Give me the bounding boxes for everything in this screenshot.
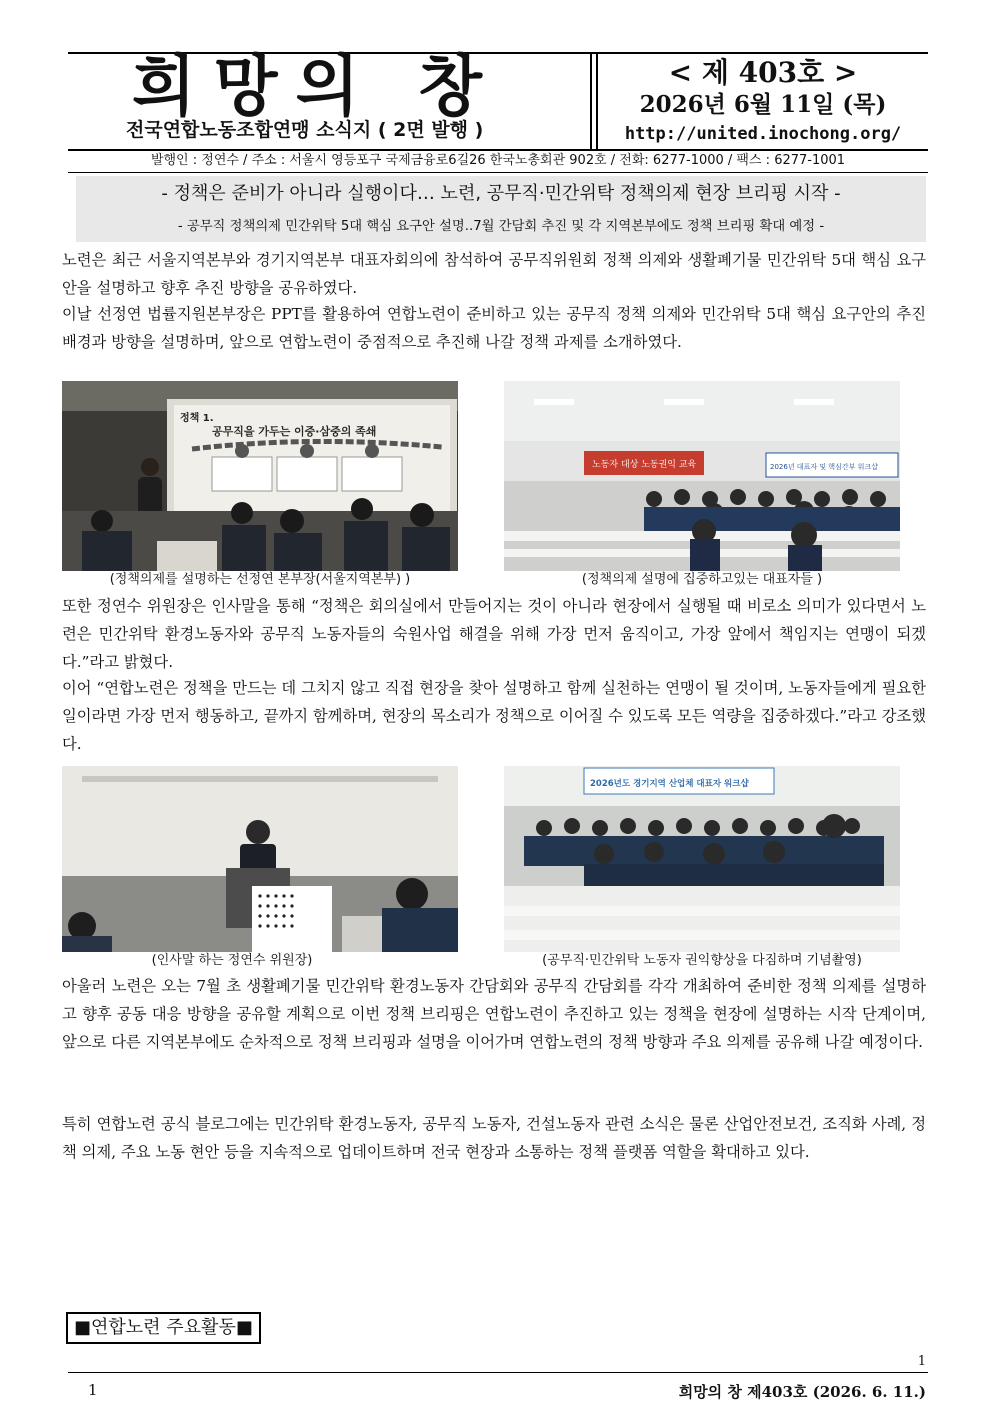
photo-speaker-caption: (인사말 하는 정연수 위원장) bbox=[151, 953, 313, 968]
photo-audience bbox=[504, 381, 900, 571]
slide-title: 공무직을 가두는 이중·삼중의 족쇄 bbox=[212, 425, 377, 438]
publisher-info: 발행인 : 정연수 / 주소 : 서울시 영등포구 국제금융로6길26 한국노총회관 902호 / 전화: 6277-1000 / 팩스 : 6277-1001 bbox=[68, 150, 928, 173]
banner-left: 노동자 대상 노동권익 교육 bbox=[592, 460, 697, 470]
article-headline: - 정책은 준비가 아니라 실행이다… 노련, 공무직·민간위탁 정책의제 현장 브리핑 시작 - bbox=[161, 183, 841, 204]
paragraph-4: 이어 “연합노련은 정책을 만드는 데 그치지 않고 직접 현장을 찾아 설명하고 함께 실천하는 연맹이 될 것이며, 노동자들에게 필요한 일이라면 가장 먼저 행동하고, 끝까지 함께하며, 현장의 목소리가 정책으로 이어질 수 있도록 모든 역량을 집중하겠다.”라고 강조했다. bbox=[62, 679, 926, 753]
issue-number: < 제 403호 > bbox=[668, 56, 858, 89]
footer-page-number: 1 bbox=[88, 1381, 98, 1399]
paper-subtitle: 전국연합노동조합연맹 소식지 ( 2면 발행 ) bbox=[126, 119, 484, 141]
photo-audience-caption: (정책의제 설명에 집중하고있는 대표자들 ) bbox=[581, 572, 823, 587]
photo-presenter bbox=[62, 381, 458, 571]
photo-speaker bbox=[62, 766, 458, 952]
paragraph-3: 또한 정연수 위원장은 인사말을 통해 “정책은 회의실에서 만들어지는 것이 아니라 현장에서 실행될 때 비로소 의미가 있다면서 노련은 민간위탁 환경노동자와 공무직 노동자들의 숙원사업 해결을 위해 가장 먼저 움직이고, 가장 앞에서 책임지는 연맹이 되겠다.”라고 밝혔다. bbox=[62, 597, 926, 671]
paragraph-5: 아울러 노련은 오는 7월 초 생활폐기물 민간위탁 환경노동자 간담회와 공무직 간담회를 각각 개최하여 준비한 정책 의제를 설명하고 향후 공동 대응 방향을 공유할 계획으로 이번 정책 브리핑은 연합노련이 추진하고 있는 정책을 현장에 설명하는 시작 단계이며, 앞으로 다른 지역본부에도 순차적으로 정책 브리핑과 설명을 이어가며 연합노련의 정책 방향과 주요 의제를 공유해 나갈 예정이다. bbox=[62, 977, 926, 1051]
page-number: 1 bbox=[917, 1354, 926, 1369]
paper-title: 희망의 창 bbox=[132, 48, 501, 125]
paragraph-1: 노련은 최근 서울지역본부와 경기지역본부 대표자회의에 참석하여 공무직위원회 정책 의제와 생활폐기물 민간위탁 5대 핵심 요구안을 설명하고 향후 추진 방향을 공유하였다. bbox=[62, 251, 926, 297]
masthead-divider bbox=[590, 54, 592, 149]
footer-title: 희망의 창 제403호 (2026. 6. 11.) bbox=[678, 1383, 926, 1401]
paragraph-6: 특히 연합노련 공식 블로그에는 민간위탁 환경노동자, 공무직 노동자, 건설노동자 관련 소식은 물론 산업안전보건, 조직화 사례, 정책 의제, 주요 노동 현안 등을 지속적으로 업데이트하며 전국 현장과 소통하는 정책 플랫폼 역할을 확대하고 있다. bbox=[62, 1115, 926, 1161]
paragraph-2: 이날 선정연 법률지원본부장은 PPT를 활용하여 연합노련이 준비하고 있는 공무직 정책 의제와 민간위탁 5대 핵심 요구안의 추진 배경과 방향을 설명하며, 앞으로 연합노련이 중점적으로 추진해 나갈 정책 과제를 소개하였다. bbox=[62, 305, 926, 351]
article-subheadline: - 공무직 정책의제 민간위탁 5대 핵심 요구안 설명..7월 간담회 추진 및 각 지역본부에도 정책 브리핑 확대 예정 - bbox=[177, 219, 825, 234]
website-link[interactable]: http://united.inochong.org/ bbox=[624, 124, 902, 144]
section-heading: ■연합노련 주요활동■ bbox=[66, 1312, 261, 1344]
slide-label: 정책 1. bbox=[180, 413, 214, 424]
footer-rule bbox=[68, 1372, 928, 1373]
photo-group bbox=[504, 766, 900, 952]
banner-group: 2026년도 경기지역 산업체 대표자 워크샵 bbox=[590, 779, 749, 789]
photo-group-caption: (공무직·민간위탁 노동자 권익향상을 다짐하며 기념촬영) bbox=[542, 953, 862, 968]
issue-date: 2026년 6월 11일 (목) bbox=[639, 91, 887, 118]
photo-presenter-caption: (정책의제를 설명하는 선정연 본부장(서울지역본부) ) bbox=[109, 572, 411, 587]
banner-right: 2026년 대표자 및 핵심간부 워크샵 bbox=[770, 463, 878, 471]
